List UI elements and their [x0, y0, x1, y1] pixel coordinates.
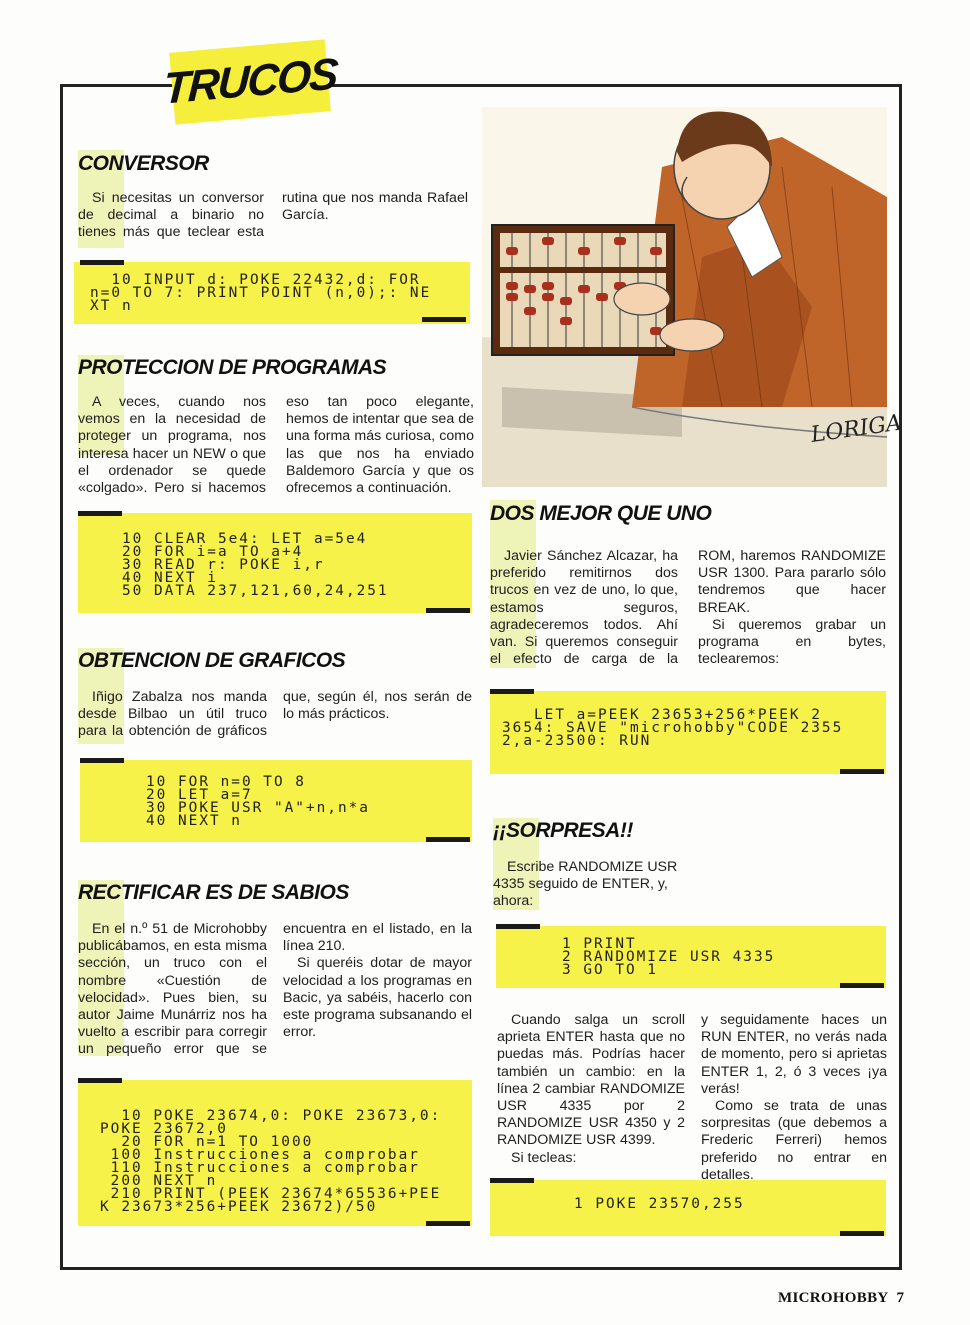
rectificar-listing: 10 POKE 23674,0: POKE 23673,0: POKE 23672,0 20 FOR n=1 TO 1000 100 Instrucciones a comprobar 110 Instrucciones a comprobar 200 NEXT n 210 PRINT (PEEK 23674*65536+PEE K 23673*256+PEEK 23672)/50	[100, 1108, 442, 1215]
page-footer	[778, 1290, 904, 1307]
graficos-code-box	[80, 760, 472, 842]
page-number: 7	[896, 1290, 905, 1306]
conversor-listing: 10 INPUT d: POKE 22432,d: FOR n=0 TO 7: PRINT POINT (n,0);: NE XT n	[90, 272, 432, 314]
abacus-illustration	[482, 107, 904, 487]
man-with-abacus-drawing	[482, 107, 904, 487]
magazine-name: MICROHOBBY	[778, 1290, 889, 1306]
graficos-text: Iñigo Zabalza nos manda desde Bilbao un útil truco para la obtención de gráficos que, según él, nos serán de lo más prácticos.	[78, 689, 472, 740]
rectificar-text: En el n.º 51 de Microhobby publicábamos, en esta misma sección, un truco con el nombre «Cuestión de velocidad». Pues bien, su autor Jaime Munárriz nos ha vuelto a escribir para corregir un pequeño error que se encuentra en el listado, en la línea 210. Si queréis dotar de mayor velocidad a los programas en Bacic, ya sabéis, hacerlo con este programa subsanando el error.	[78, 921, 472, 1058]
artist-signature: LORIGA	[809, 410, 904, 448]
proteccion-code-box	[78, 513, 472, 613]
rectificar-code-box	[78, 1080, 472, 1226]
conversor-code-box	[74, 262, 470, 324]
dos-mejor-text: Javier Sánchez Alcazar, ha preferido remitirnos dos trucos en vez de uno, lo que, estamos seguros, agradeceremos todos. Ahí van. Si queremos conseguir el efecto de carga de la ROM, haremos RANDOMIZE USR 1300. Para pararlo sólo tendremos que hacer BREAK. Si queremos grabar un programa en bytes, teclearemos:	[490, 548, 886, 668]
sorpresa-intro: Escribe RANDOMIZE USR 4335 seguido de ENTER, y, ahora:	[493, 859, 678, 910]
sorpresa-code-box-1	[496, 926, 886, 988]
dos-mejor-code-box	[490, 691, 886, 774]
section-banner	[162, 39, 338, 124]
section-title: TRUCOS	[162, 49, 338, 114]
proteccion-listing: 10 CLEAR 5e4: LET a=5e4 20 FOR i=a TO a+4 30 READ r: POKE i,r 40 NEXT i 50 DATA 237,121,60,24,251	[122, 531, 389, 599]
proteccion-text: A veces, cuando nos vemos en la necesidad de proteger un programa, nos interesa hacer un NEW o que el ordenador se quede «colgado». Pero si hacemos eso tan poco elegante, hemos de intentar que sea de una forma más curiosa, como las que nos ha enviado Baldemoro García y que os ofrecemos a continuación.	[78, 394, 474, 497]
conversor-text: Si necesitas un conversor de decimal a binario no tienes más que teclear esta rutina que nos manda Rafael García.	[78, 190, 468, 241]
sorpresa-text-right: y seguidamente haces un RUN ENTER, no verás nada de momento, pero si aprietas ENTER 1, 2, ó 3 veces ¡ya verás! Como se trata de unas sorpresitas (que debemos a Frederic Ferreri) hemos preferido no entrar en detalles.	[701, 1012, 887, 1183]
graficos-listing: 10 FOR n=0 TO 8 20 LET a=7 30 POKE USR "A"+n,n*a 40 NEXT n	[146, 774, 370, 829]
sorpresa-listing-2: 1 POKE 23570,255	[574, 1196, 745, 1212]
conversor-heading: CONVERSOR	[78, 152, 209, 175]
sorpresa-code-box-2	[490, 1180, 886, 1236]
dos-mejor-listing: LET a=PEEK 23653+256*PEEK 2 3654: SAVE "microhobby"CODE 2355 2,a-23500: RUN	[502, 707, 844, 749]
sorpresa-text-left: Cuando salga un scroll aprieta ENTER hasta que no puedas más. Podrías hacer también un cambio: en la línea 2 cambiar RANDOMIZE USR 4335 por 2 RANDOMIZE USR 4350 y 2 RANDOMIZE USR 4399. Si tecleas:	[497, 1012, 685, 1166]
sorpresa-heading: ¡¡SORPRESA!!	[493, 819, 633, 842]
graficos-heading: OBTENCION DE GRAFICOS	[78, 649, 346, 672]
sorpresa-listing-1: 1 PRINT 2 RANDOMIZE USR 4335 3 GO TO 1	[562, 936, 776, 978]
proteccion-heading: PROTECCION DE PROGRAMAS	[78, 356, 387, 379]
dos-mejor-heading: DOS MEJOR QUE UNO	[490, 502, 712, 525]
rectificar-heading: RECTIFICAR ES DE SABIOS	[78, 881, 349, 904]
